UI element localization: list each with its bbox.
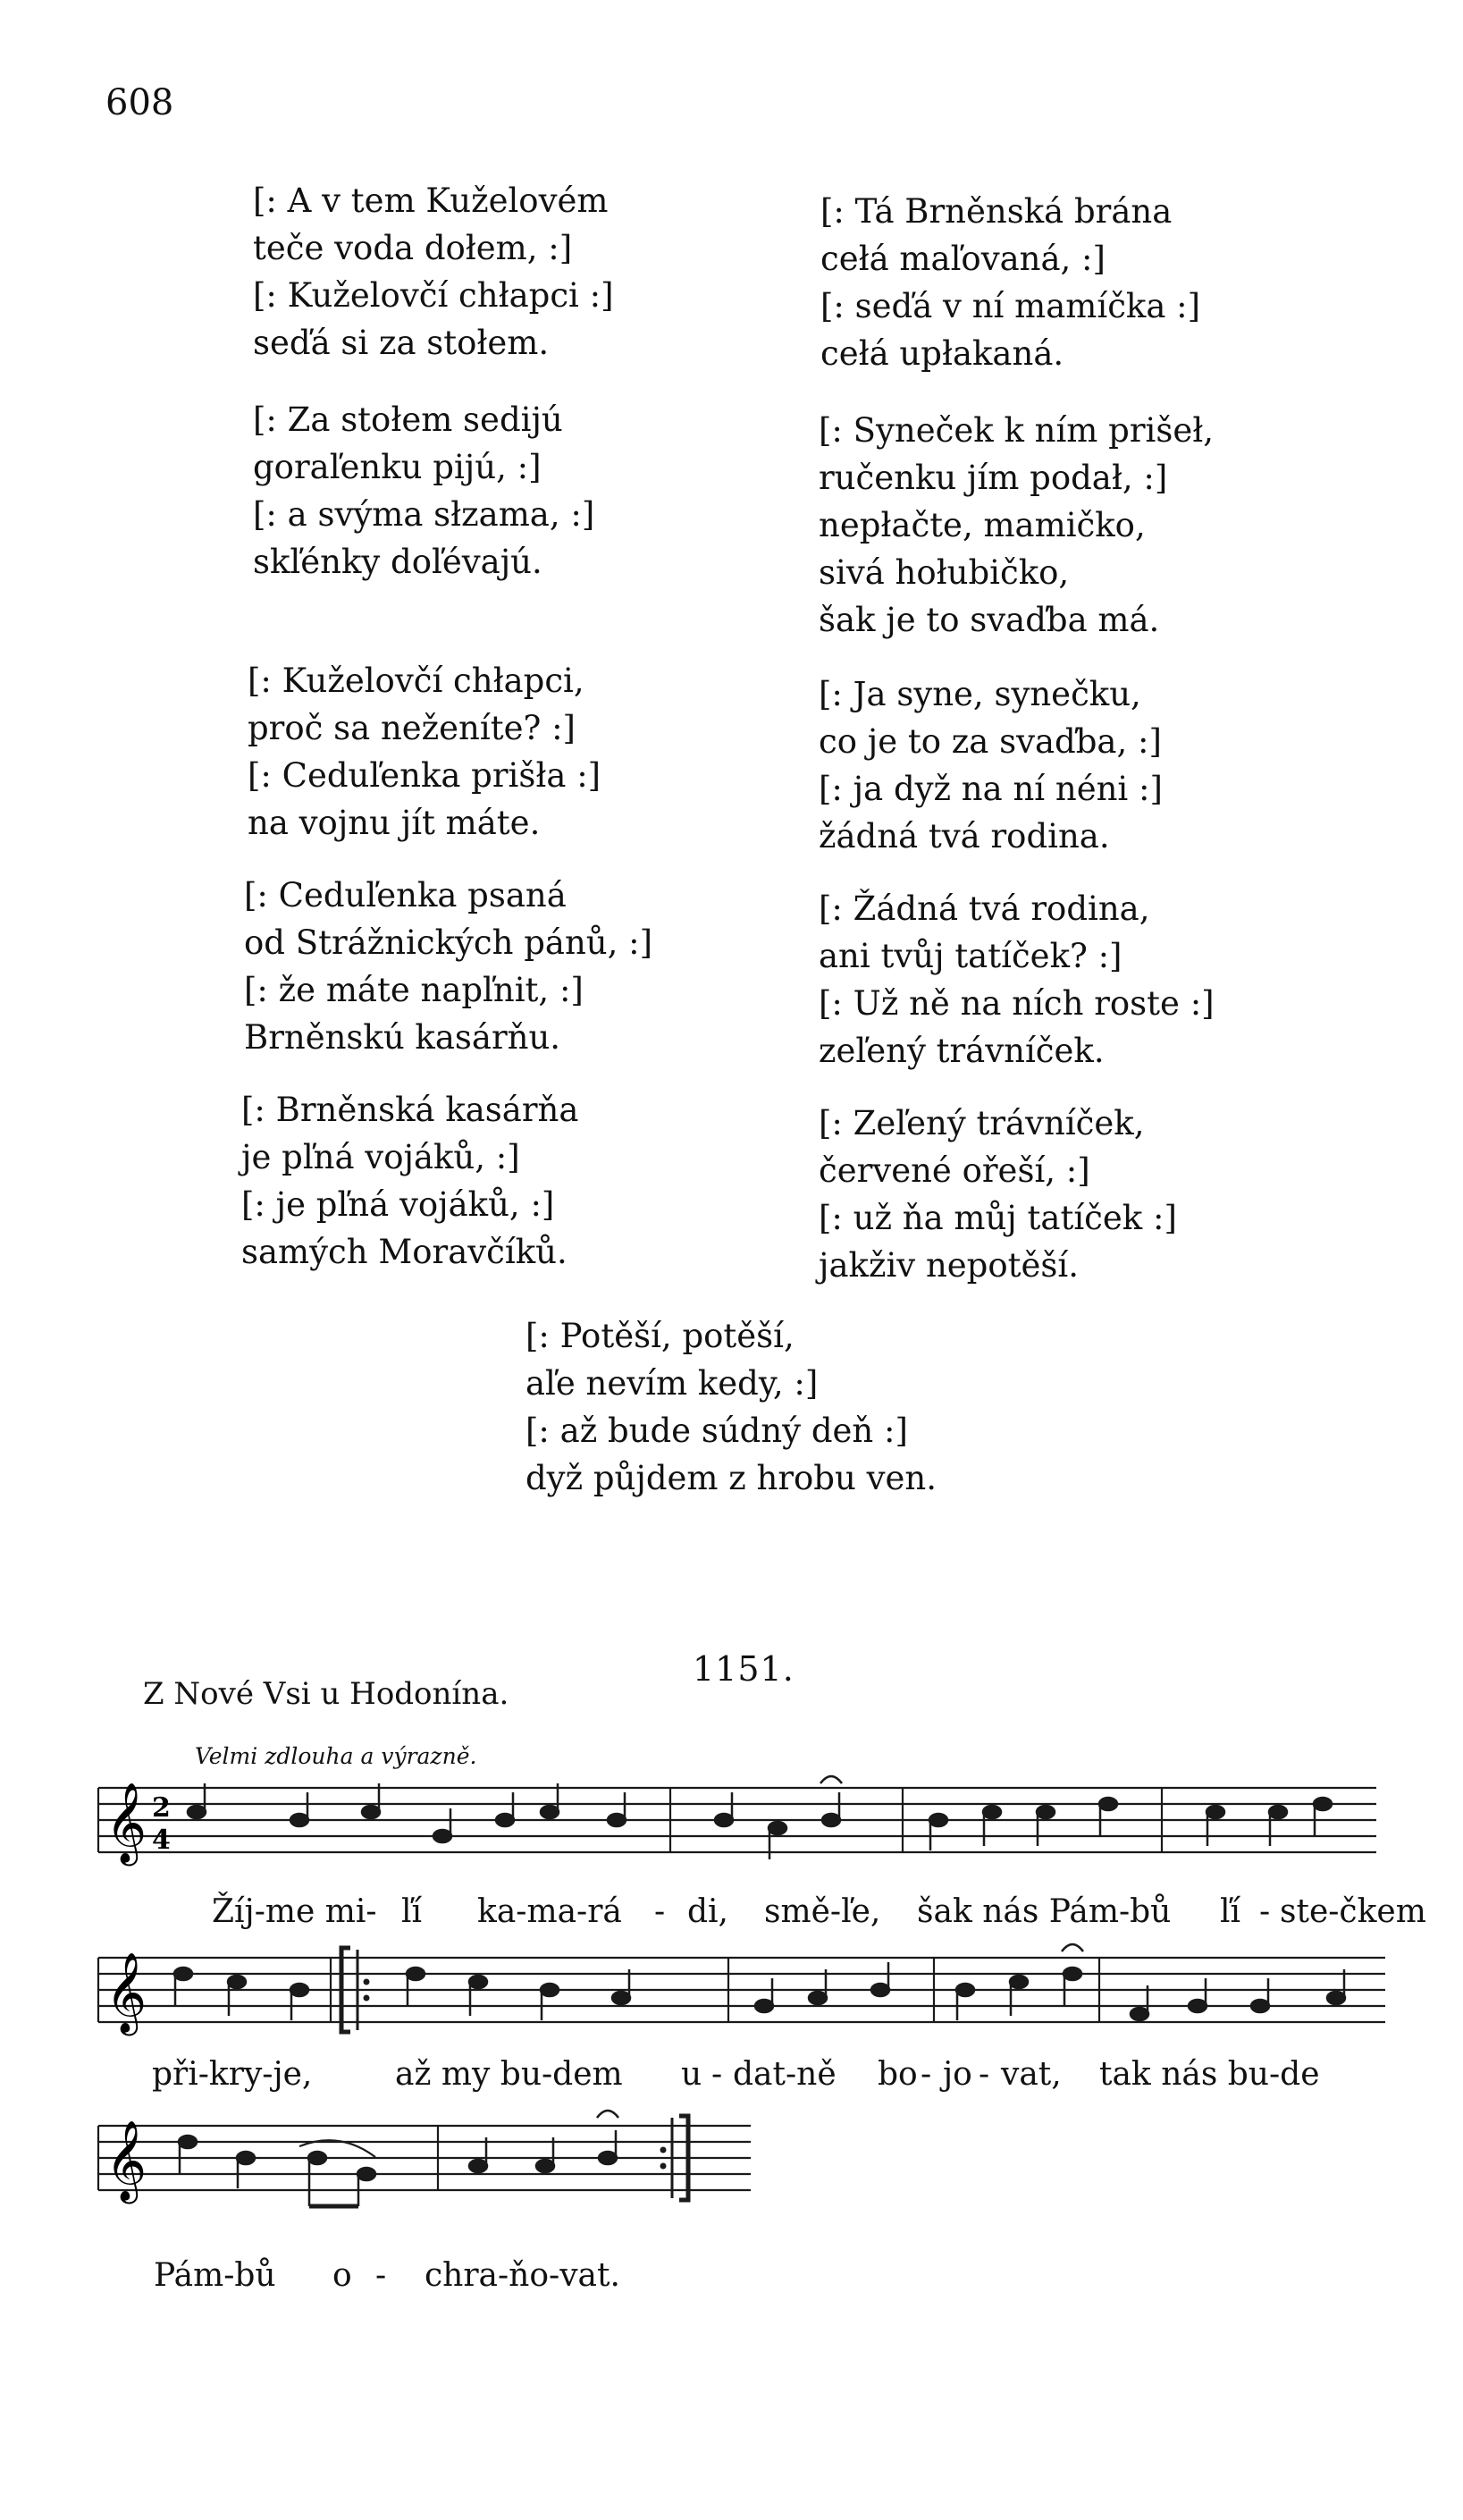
verse-line: nepłačte, mamičko, [819,506,1146,544]
verse-line: [: Brněnská kasárňa [241,1091,579,1129]
verse-line: [: až bude súdný deň :] [526,1412,908,1450]
lyric-syllable: při-kry-je, [152,2056,313,2093]
stanza-right-4 [819,885,1215,1075]
verse-line: zeľený trávníček. [819,1032,1105,1070]
fermata-icon [820,1776,842,1783]
lyric-syllable: až my bu-dem [395,2056,623,2093]
treble-clef-icon: 𝄞 [105,2120,147,2201]
verse-line: [: Za stołem sedijú [253,400,563,439]
page-number: 608 [105,82,174,123]
verse-line: [: Ceduľenka prišła :] [248,756,601,795]
lyric-syllable: dat-ně [733,2056,837,2093]
lyric-syllable: tak nás bu-de [1099,2056,1320,2093]
notes [174,1962,1345,2020]
lyric-syllable: u [681,2056,702,2093]
verse-line: seďá si za stołem. [253,324,550,362]
music-staff-1 [98,1783,1385,1873]
lyric-syllable: chra-ňo-vat. [425,2257,620,2294]
verse-line: [: Zeľený trávníček, [819,1104,1145,1142]
tempo-marking: Velmi zdlouha a výrazně. [195,1743,477,1769]
verse-line: [: už ňa můj tatíček :] [819,1199,1177,1237]
verse-line: cełá maľovaná, :] [820,240,1106,278]
verse-line: teče voda dołem, :] [253,229,573,267]
treble-clef-icon: 𝄞 [105,1952,147,2033]
music-staff-3 [98,2121,778,2220]
staff-lines [98,2126,751,2190]
verse-line: je pľná vojáků, :] [241,1138,520,1176]
verse-line: [: Kuželovčí chłapci, [248,662,584,700]
song-origin: Z Nové Vsi u Hodonína. [143,1676,509,1712]
stanza-left-3 [248,657,601,847]
lyric-syllable: ľí [1220,1893,1241,1930]
verse-line: jakživ nepotěší. [819,1246,1079,1285]
time-signature-bottom: 4 [152,1825,171,1856]
verse-line: od Strážnických pánů, :] [244,923,653,962]
verse-line: [: Už ně na ních roste :] [819,984,1215,1023]
lyric-syllable: jo [943,2056,972,2093]
lyric-syllable: vat, [1001,2056,1062,2093]
verse-line: aľe nevím kedy, :] [526,1364,819,1403]
stanza-right-3 [819,670,1163,860]
lyric-syllable: - [1259,1893,1271,1930]
verse-line: proč sa neženíte? :] [248,709,576,747]
verse-line: [: Ja syne, synečku, [819,675,1141,713]
stanza-left-4 [244,872,652,1061]
verse-line: samých Moravčíků. [241,1233,568,1271]
stanza-right-2 [819,407,1214,644]
time-signature-top: 2 [152,1792,171,1824]
verse-line: žádná tvá rodina. [819,817,1110,855]
verse-line: [: seďá v ní mamíčka :] [820,287,1201,325]
verse-line: ručenku jím podał, :] [819,459,1168,497]
lyric-syllable: o [332,2257,352,2294]
verse-line: sivá hołubičko, [819,553,1070,592]
stanza-left-2 [253,396,594,586]
verse-line: [: Tá Brněnská brána [820,192,1173,231]
fermata-icon [1062,1944,1083,1951]
verse-line: [: Kuželovčí chłapci :] [253,276,614,315]
verse-line: co je to za svaďba, :] [819,722,1162,761]
lyric-syllable: - [375,2257,387,2294]
fermata-icon [597,2111,618,2118]
verse-line: [: A v tem Kuželovém [253,181,609,220]
verse-line: na vojnu jít máte. [248,804,541,842]
verse-line: [: ja dyž na ní néni :] [819,770,1163,808]
verse-line: [: Potěší, potěší, [526,1317,795,1355]
verse-line: goraľenku pijú, :] [253,448,542,486]
verse-line: cełá upłakaná. [820,334,1064,373]
verse-line: [: je pľná vojáků, :] [241,1185,555,1224]
stanza-center [526,1312,937,1502]
verse-line: ani tvůj tatíček? :] [819,937,1122,975]
lyric-syllable: Žíj-me mi- [212,1893,377,1930]
lyric-syllable: bo [878,2056,918,2093]
notes [188,1783,1332,1859]
lyric-syllable: šak nás Pám-bů [917,1893,1172,1930]
lyric-syllable: Pám-bů [154,2257,276,2294]
lyric-syllable: - [711,2056,723,2093]
song-number: 1151. [693,1649,795,1689]
lyric-syllable: ste-čkem [1280,1893,1426,1930]
treble-clef-icon: 𝄞 [105,1783,147,1863]
stanza-right-1 [820,188,1200,377]
stanza-right-5 [819,1100,1177,1289]
verse-line: [: Žádná tvá rodina, [819,889,1150,928]
lyric-syllable: ka-ma-rá [477,1893,622,1930]
verse-line: červené ořeší, :] [819,1151,1090,1190]
stanza-left-5 [241,1086,578,1276]
verse-line: [: a svýma słzama, :] [253,495,595,534]
lyric-syllable: ľí [401,1893,423,1930]
lyric-syllable: - [654,1893,666,1930]
verse-line: šak je to svaďba má. [819,601,1160,639]
lyric-syllable: - [979,2056,990,2093]
stanza-left-1 [253,177,614,367]
verse-line: [: Ceduľenka psaná [244,876,567,914]
music-staff-2 [98,1953,1385,2043]
verse-line: Brněnskú kasárňu. [244,1018,561,1057]
verse-line: [: že máte napľnit, :] [244,971,584,1009]
verse-line: dyž půjdem z hrobu ven. [526,1459,937,1497]
lyric-syllable: di, [687,1893,729,1930]
lyric-syllable: - [921,2056,932,2093]
verse-line: [: Syneček k ním prišeł, [819,411,1214,450]
lyric-syllable: smě-ľe, [764,1893,881,1930]
verse-line: skľénky doľévajú. [253,543,542,581]
